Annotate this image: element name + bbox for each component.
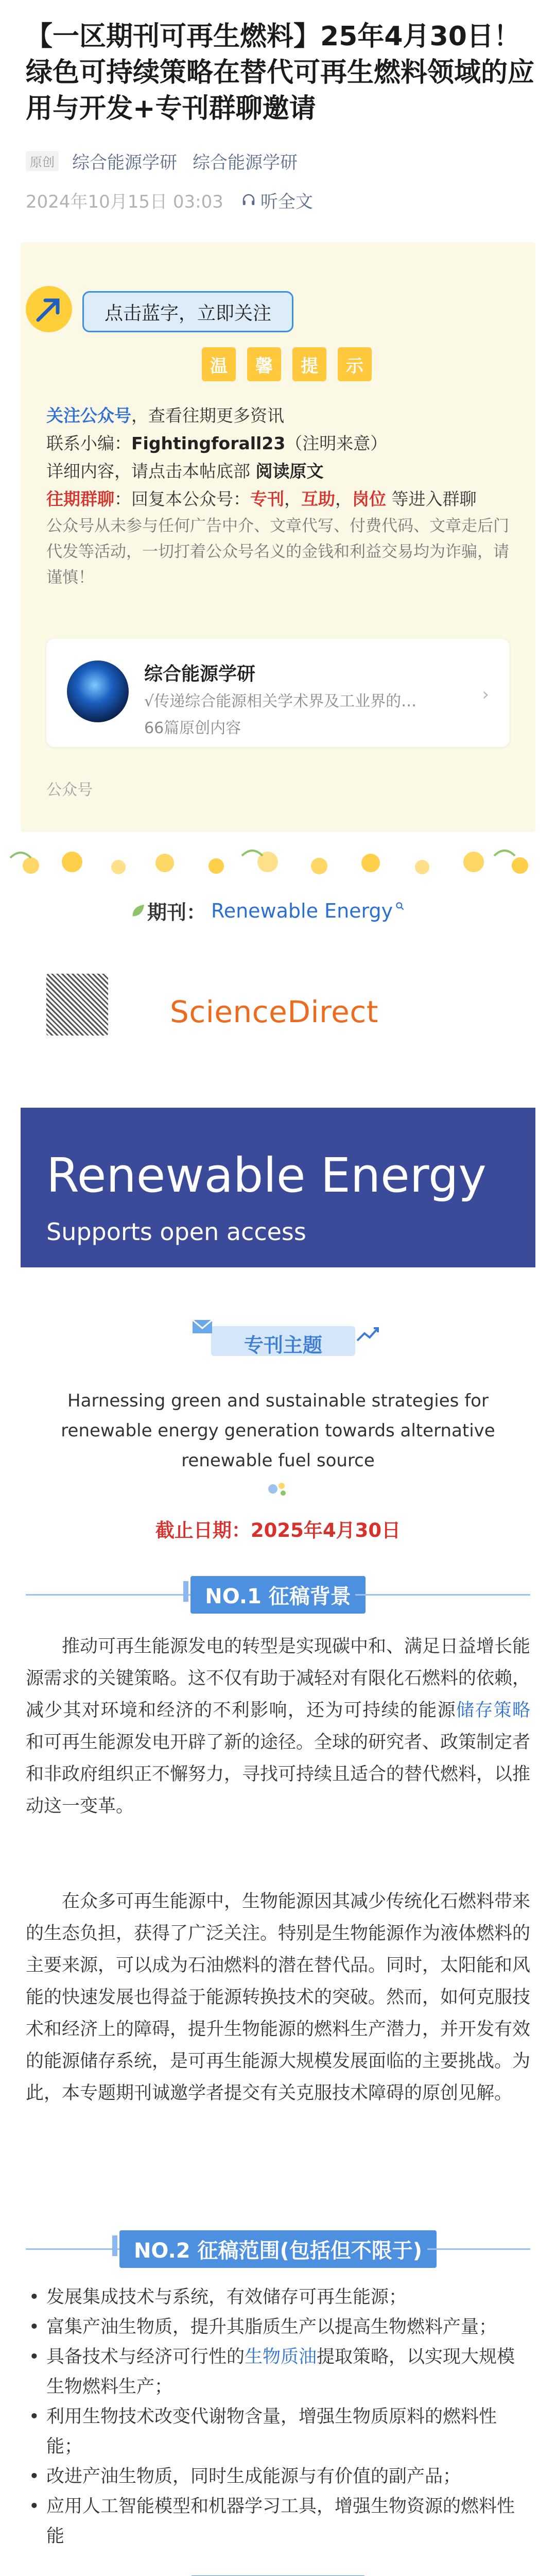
trend-icon (355, 1324, 381, 1345)
section-title-scope: NO.2 征稿范围(包括但不限于) (119, 2230, 437, 2268)
storage-strategy-link[interactable]: 储存策略 (456, 1700, 530, 1721)
read-original-text: 阅读原文 (255, 461, 324, 481)
topic-header (196, 1319, 371, 1360)
section-line-right (355, 1594, 530, 1596)
warm-char: 温 (202, 347, 236, 381)
decorative-bubbles-icon (265, 1479, 291, 1499)
account-card-name: 综合能源学研 (144, 664, 256, 685)
list-item: • 富集产油生物质，提升其脂质生产以提高生物燃料产量； (26, 2312, 530, 2342)
author-name[interactable]: 综合能源学研 (72, 152, 177, 173)
scope-list (26, 2282, 530, 2551)
leaf-icon (129, 902, 147, 920)
notice-line-contact (46, 430, 520, 457)
keyword-mutual-help: 互助 (301, 489, 335, 509)
follow-account-text: 关注公众号 (46, 405, 131, 426)
background-paragraph-2: 在众多可再生能源中，生物能源因其减少传统化石燃料带来的生态负担，获得了广泛关注。特别是生物能源作为液体燃料的主要来源，可以成为石油燃料的潜在替代品。同时，太阳能和风能的快速发展也得益于能源转换技术的突破。然而，如何克服技术和经济上的障碍，提升生物能源的燃料生产潜力，并开发有效的能源储存系统，是可再生能源大规模发展面临的主要挑战。为此，本专题期刊诚邀学者提交有关克服技术障碍的原创见解。 (26, 1891, 531, 2104)
article-meta-2 (26, 190, 313, 210)
account-card-desc: √传递综合能源相关学术界及工业界的… (144, 692, 417, 710)
contact-label: 联系小编： (46, 433, 131, 453)
warm-reminder-title (202, 347, 383, 381)
editor-wechat-id: Fightingforall23 (131, 433, 286, 453)
article-meta (26, 150, 298, 171)
journal-line (129, 896, 405, 925)
search-icon (395, 901, 405, 911)
journal-name-link[interactable]: Renewable Energy (211, 899, 393, 922)
journal-label: 期刊： (147, 901, 206, 924)
keyword-positions: 岗位 (352, 489, 386, 509)
bio-oil-link[interactable]: 生物质油 (245, 2347, 317, 2367)
list-item: • 利用生物技术改变代谢物含量，增强生物质原料的燃料性能； (26, 2402, 530, 2462)
sciencedirect-logo: ScienceDirect (170, 994, 378, 1029)
follow-prompt[interactable]: 点击蓝字，立即关注 (82, 291, 293, 332)
warm-char: 示 (338, 347, 372, 381)
notice-text (46, 402, 520, 590)
scope-text: 具备技术与经济可行性的 (46, 2347, 245, 2367)
fruit-decoration (0, 837, 556, 884)
list-item: • 改进产油生物质，同时生成能源与有价值的副产品； (26, 2462, 530, 2492)
original-tag: 原创 (26, 151, 59, 171)
journal-banner (21, 1108, 535, 1267)
scope-text: 提取策略，以实现大规模生物燃料生产； (46, 2347, 515, 2397)
account-card-label: 公众号 (46, 781, 93, 799)
topic-english: Harnessing green and sustainable strategies for renewable energy generation towards alternative renewable fuel source (61, 1391, 495, 1471)
notice-line-details (46, 457, 520, 485)
details-text: 详细内容，请点击本帖底部 (46, 461, 256, 481)
banner-title: Renewable Energy (46, 1148, 486, 1203)
list-item: • 应用人工智能模型和机器学习工具，增强生物资源的燃料性能 (26, 2492, 530, 2551)
account-card[interactable] (46, 639, 510, 747)
listen-label: 听全文 (260, 191, 313, 212)
disclaimer-text: 公众号从未参与任何广告中介、文章代写、付费代码、文章走后门代发等活动，一切打着公众号名义的金钱和利益交易均为诈骗，请谨慎！ (46, 517, 509, 587)
section-title-background: NO.1 征稿背景 (190, 1576, 366, 1614)
elsevier-logo (46, 974, 108, 1036)
account-avatar (67, 660, 129, 722)
contact-note: （注明来意） (285, 433, 388, 453)
arrow-icon (26, 286, 72, 332)
background-text-a: 推动可再生能源发电的转型是实现碳中和、满足日益增长能源需求的关键策略。这不仅有助于减轻对有限化石燃料的依赖，减少其对环境和经济的不利影响，还为可持续的能源 (26, 1636, 531, 1721)
keyword-special-issue: 专刊 (250, 489, 284, 509)
notice-line-follow (46, 402, 520, 430)
listen-button[interactable] (241, 188, 313, 213)
notice-line-group (46, 485, 520, 513)
keyword-separator: ， (335, 489, 352, 509)
background-paragraph-1 (26, 1631, 530, 1822)
section-header-scope (0, 2231, 556, 2267)
section-line-left (26, 1594, 201, 1596)
group-chat-text: ：回复本公众号： (114, 489, 250, 509)
follow-account-rest: ，查看往期更多资讯 (131, 405, 284, 426)
group-chat-end: 等进入群聊 (386, 489, 477, 509)
background-text-b: 和可再生能源发电开辟了新的途径。全球的研究者、政策制定者和非政府组织正不懈努力，寻找可持续且适合的替代燃料，以推动这一变革。 (26, 1732, 531, 1817)
banner-subtitle: Supports open access (46, 1218, 306, 1246)
warm-char: 提 (292, 347, 326, 381)
group-chat-lead: 往期群聊 (46, 489, 114, 509)
section-header-background (0, 1577, 556, 1613)
deadline-text: 截止日期：2025年4月30日 (155, 1519, 401, 1541)
publish-date: 2024年10月15日 03:03 (26, 191, 223, 212)
keyword-separator: ， (284, 489, 301, 509)
article-title: 【一区期刊可再生燃料】25年4月30日！绿色可持续策略在替代可再生燃料领域的应用与开发+专刊群聊邀请 (26, 21, 535, 124)
account-name-link[interactable]: 综合能源学研 (193, 152, 298, 173)
headphones-icon (241, 192, 256, 208)
chevron-right-icon: › (482, 684, 489, 705)
topic-header-text: 专刊主题 (244, 1334, 322, 1357)
list-item (26, 2342, 530, 2402)
warm-char: 馨 (247, 347, 281, 381)
account-card-count: 66篇原创内容 (144, 719, 241, 737)
section-line-right (427, 2248, 530, 2250)
list-item: • 发展集成技术与系统，有效储存可再生能源； (26, 2282, 530, 2312)
